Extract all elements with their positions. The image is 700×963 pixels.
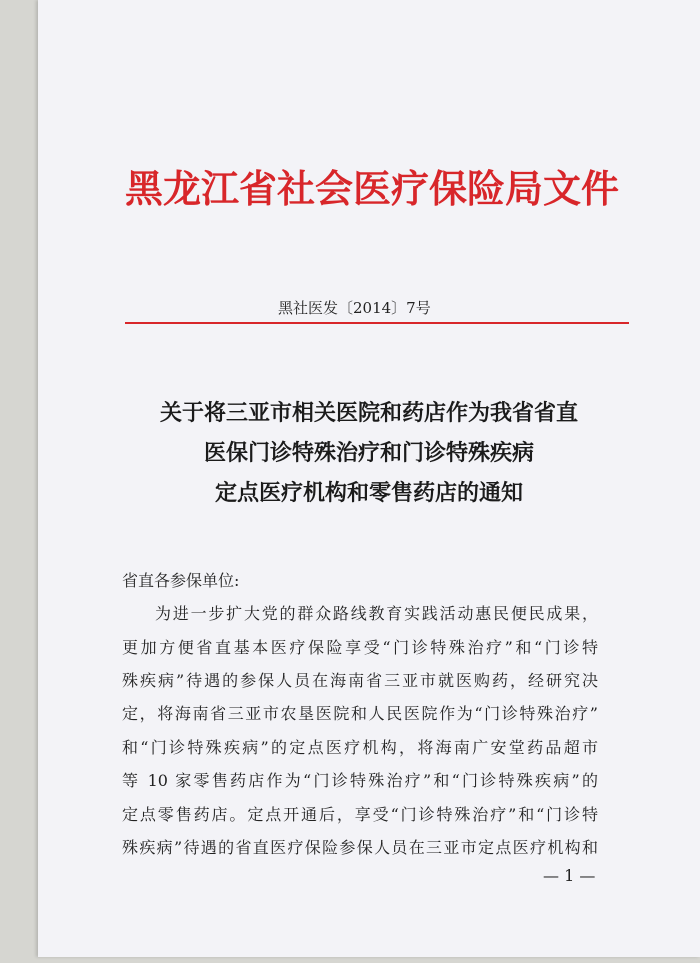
page-number: — 1 —: [543, 866, 596, 885]
notice-title-line: 定点医疗机构和零售药店的通知: [214, 480, 523, 506]
body-line: 更加方便省直基本医疗保险享受“门诊特殊治疗”和“门诊特: [122, 638, 598, 657]
notice-title-line: 医保门诊特殊治疗和门诊特殊疾病: [203, 440, 534, 466]
salutation: 省直各参保单位:: [122, 571, 240, 590]
body-line: 定，将海南省三亚市农垦医院和人民医院作为“门诊特殊治疗”: [122, 704, 598, 723]
body-line: 为进一步扩大党的群众路线教育实践活动惠民便民成果，: [155, 604, 598, 623]
document-header-title: 黑龙江省社会医疗保险局文件: [125, 166, 620, 211]
header-divider: [125, 322, 629, 324]
notice-title-line: 关于将三亚市相关医院和药店作为我省省直: [159, 400, 578, 426]
body-line: 定点零售药店。定点开通后，享受“门诊特殊治疗”和“门诊特: [122, 805, 598, 824]
document-page: [38, 0, 700, 957]
body-line: 和“门诊特殊疾病”的定点医疗机构，将海南广安堂药品超市: [122, 738, 598, 757]
body-line: 殊疾病”待遇的参保人员在海南省三亚市就医购药，经研究决: [122, 671, 598, 690]
body-line: 等 10 家零售药店作为“门诊特殊治疗”和“门诊特殊疾病”的: [122, 771, 598, 790]
document-number: 黑社医发〔2014〕7号: [278, 299, 431, 317]
body-line: 殊疾病”待遇的省直医疗保险参保人员在三亚市定点医疗机构和: [122, 838, 598, 857]
